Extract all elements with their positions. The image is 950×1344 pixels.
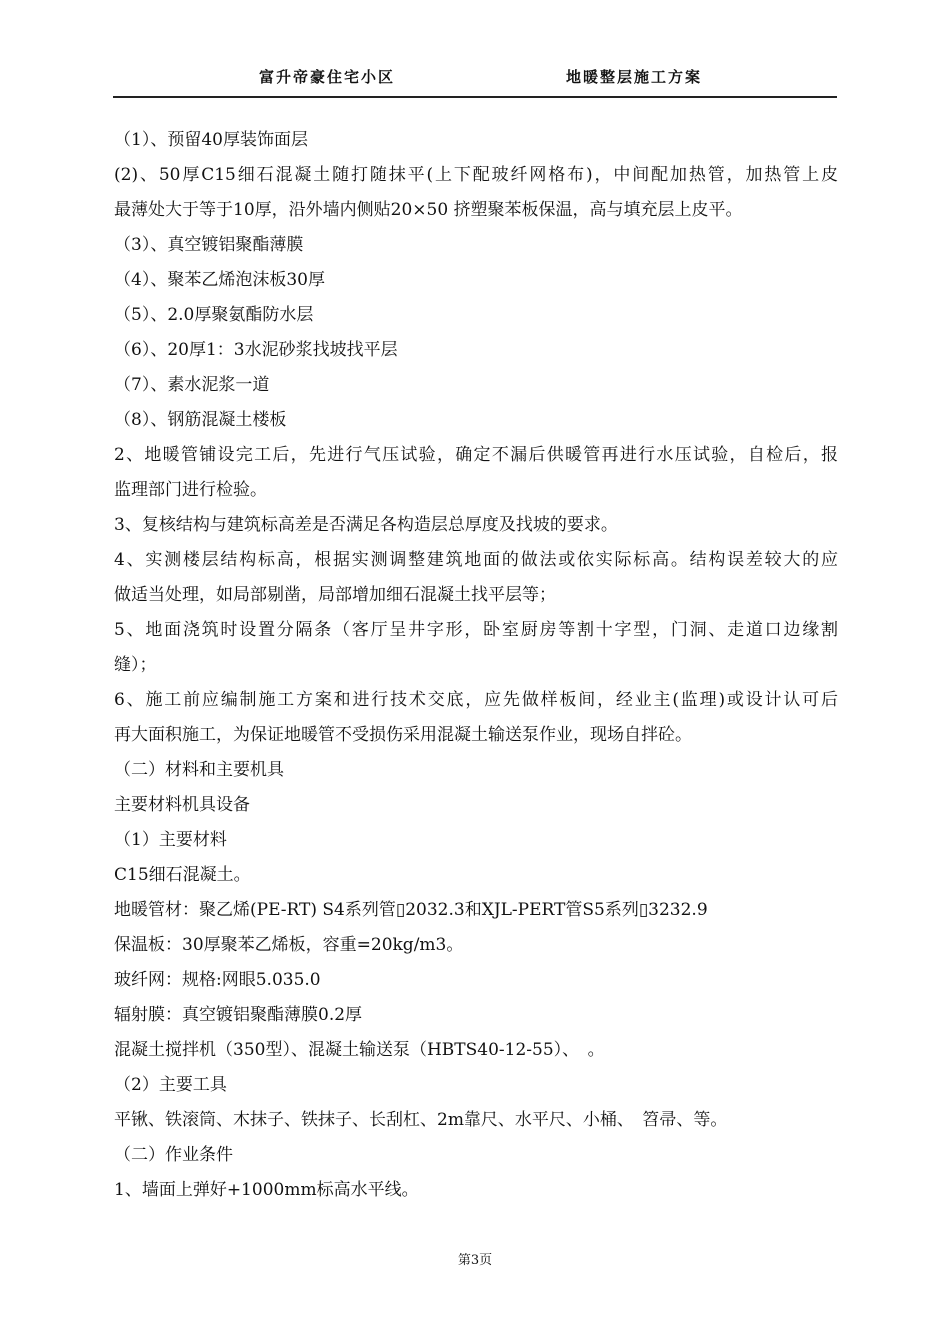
body-line: 缝）；: [114, 655, 157, 675]
body-line: 2、地暖管铺设完工后，先进行气压试验，确定不漏后供暖管再进行水压试验，自检后，报: [114, 445, 838, 465]
body-line: 保温板：30厚聚苯乙烯板，容重=20kg/m3。: [114, 935, 464, 955]
body-line: 做适当处理，如局部剔凿，局部增加细石混凝土找平层等；: [114, 585, 556, 605]
body-line: （3）、真空镀铝聚酯薄膜: [114, 235, 304, 255]
header-project-name: 富升帝豪住宅小区: [259, 68, 396, 86]
body-line: 混凝土搅拌机（350型）、混凝土输送泵（HBTS40-12-55）、 。: [114, 1040, 605, 1060]
body-line: 辐射膜：真空镀铝聚酯薄膜0.2厚: [114, 1005, 363, 1025]
body-line: （7）、素水泥浆一道: [114, 375, 270, 395]
body-line: （6）、20厚1：3水泥砂浆找坡找平层: [114, 340, 398, 360]
body-line: （8）、钢筋混凝土楼板: [114, 410, 287, 430]
body-line: 4、实测楼层结构标高，根据实测调整建筑地面的做法或依实际标高。结构误差较大的应: [114, 550, 838, 570]
body-line: （5）、2.0厚聚氨酯防水层: [114, 305, 314, 325]
body-line: 监理部门进行检验。: [114, 480, 267, 500]
section-heading: （二）材料和主要机具: [114, 760, 284, 780]
body-line: （4）、聚苯乙烯泡沫板30厚: [114, 270, 325, 290]
body-line: （1）、预留40厚装饰面层: [114, 130, 308, 150]
subsection-heading: （1）主要材料: [114, 830, 227, 850]
body-line: (2)、50厚C15细石混凝土随打随抹平(上下配玻纤网格布)，中间配加热管，加热管上皮: [114, 165, 838, 185]
body-line: 平锹、铁滚筒、木抹子、铁抹子、长刮杠、2m靠尺、水平尺、小桶、 笤帚、等。: [114, 1110, 728, 1130]
body-line: 1、墙面上弹好+1000mm标高水平线。: [114, 1180, 419, 1200]
header-document-title: 地暖整层施工方案: [566, 68, 703, 86]
document-body: [114, 123, 838, 1208]
body-line: 主要材料机具设备: [114, 795, 250, 815]
body-line: 最薄处大于等于10厚，沿外墙内侧贴20×50 挤塑聚苯板保温，高与填充层上皮平。: [114, 200, 743, 220]
body-line: 5、地面浇筑时设置分隔条（客厅呈井字形，卧室厨房等割十字型，门洞、走道口边缘割: [114, 620, 838, 640]
body-line: 3、复核结构与建筑标高差是否满足各构造层总厚度及找坡的要求。: [114, 515, 618, 535]
body-line: 玻纤网：规格:网眼5.035.0: [114, 970, 321, 990]
subsection-heading: （2）主要工具: [114, 1075, 227, 1095]
body-line: 6、施工前应编制施工方案和进行技术交底，应先做样板间，经业主(监理)或设计认可后: [114, 690, 838, 710]
body-line: 再大面积施工，为保证地暖管不受损伤采用混凝土输送泵作业，现场自拌砼。: [114, 725, 692, 745]
body-line: C15细石混凝土。: [114, 865, 251, 885]
page-number: 第3页: [457, 1253, 493, 1268]
section-heading: （二）作业条件: [114, 1145, 233, 1165]
body-line: 地暖管材：聚乙烯(PE-RT) S4系列管▯2032.3和XJL-PERT管S5系列▯3232.9: [114, 900, 708, 920]
page-header: [113, 62, 837, 98]
